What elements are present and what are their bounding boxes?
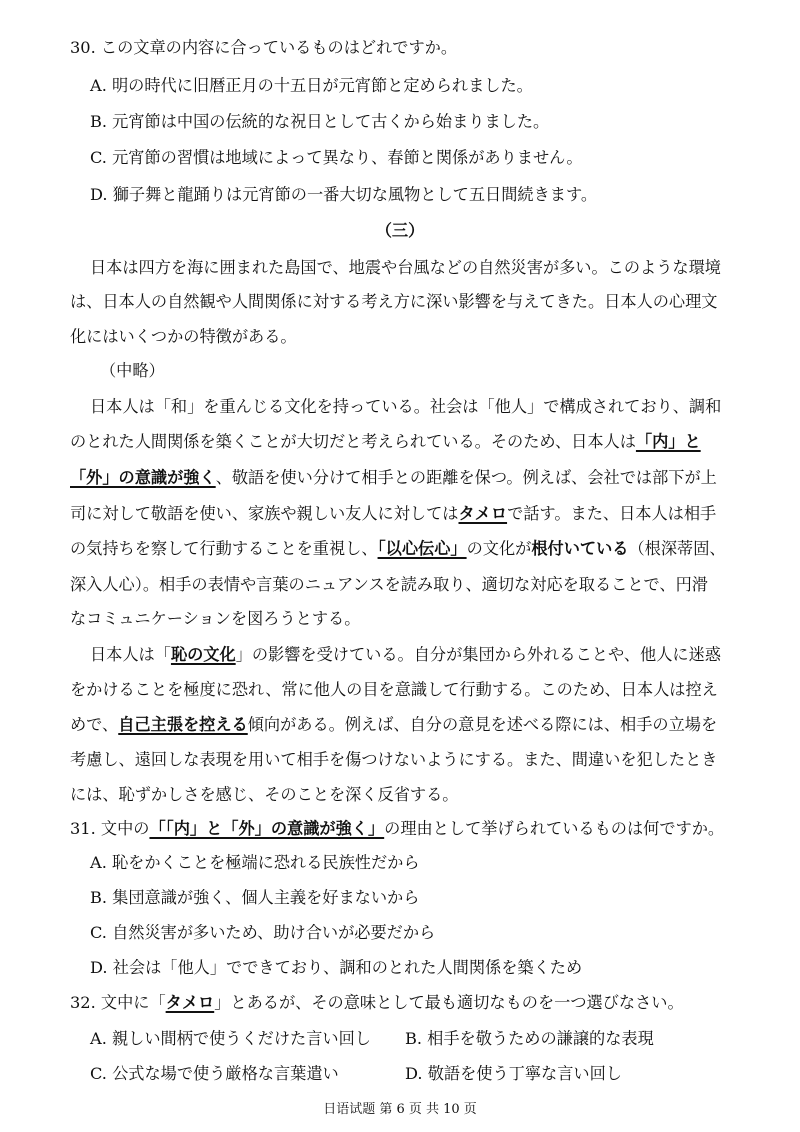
q32-option-c: C. 公式な場で使う厳格な言葉遣い bbox=[90, 1064, 339, 1083]
q32-option-a: A. 親しい間柄で使うくだけた言い回し bbox=[90, 1029, 371, 1048]
passage-p3-line1: 日本人は「恥の文化」の影響を受けている。自分が集団から外れることや、他人に迷惑 bbox=[90, 645, 721, 664]
passage-p1-line1: 日本は四方を海に囲まれた島国で、地震や台風などの自然災害が多い。このような環境 bbox=[90, 258, 721, 277]
q30-option-a: A. 明の時代に旧暦正月の十五日が元宵節と定められました。 bbox=[90, 76, 533, 95]
passage-p1-line2: は、日本人の自然観や人間関係に対する考え方に深い影響を与えてきた。日本人の心理文 bbox=[70, 292, 718, 311]
underlined-phrase: 「外」の意識が強く bbox=[70, 468, 216, 487]
q32-option-d: D. 敬語を使う丁寧な言い回し bbox=[405, 1064, 622, 1083]
q32-option-b: B. 相手を敬うための謙譲的な表現 bbox=[405, 1029, 654, 1048]
passage-p2-line5: の気持ちを察して行動することを重視し、「以心伝心」の文化が根付いている（根深蒂固、 bbox=[70, 539, 726, 558]
q31-option-a: A. 恥をかくことを極端に恐れる民族性だから bbox=[90, 853, 420, 872]
passage-p3-line5: には、恥ずかしさを感じ、そのことを深く反省する。 bbox=[70, 785, 459, 804]
bold-phrase: 根付いている bbox=[531, 539, 629, 558]
passage-p2-line4: 司に対して敬語を使い、家族や親しい友人に対してはタメロで話す。また、日本人は相手 bbox=[70, 504, 717, 523]
passage-p2-line6: 深入人心）。相手の表情や言葉のニュアンスを読み取り、適切な対応を取ることで、円滑 bbox=[70, 575, 708, 594]
q30-option-b: B. 元宵節は中国の伝統的な祝日として古くから始まりました。 bbox=[90, 112, 550, 131]
q32-stem: 32. 文中に「タメロ」とあるが、その意味として最も適切なものを一つ選びなさい。 bbox=[70, 993, 684, 1012]
passage-p1-line3: 化にはいくつかの特徴がある。 bbox=[70, 327, 297, 346]
passage-p2-line7: なコミュニケーションを図ろうとする。 bbox=[70, 609, 361, 628]
page-footer: 日语试题 第 6 页 共 10 页 bbox=[323, 1102, 477, 1117]
passage-p2-line1: 日本人は「和」を重んじる文化を持っている。社会は「他人」で構成されており、調和 bbox=[90, 397, 722, 416]
passage-p3-line3: めで、自己主張を控える傾向がある。例えば、自分の意見を述べる際には、相手の立場を bbox=[70, 715, 718, 734]
q31-option-b: B. 集団意識が強く、個人主義を好まないから bbox=[90, 888, 420, 907]
passage-p3-line2: をかけることを極度に恐れ、常に他人の目を意識して行動する。このため、日本人は控え bbox=[70, 680, 718, 699]
underlined-phrase: タメロ bbox=[458, 504, 508, 523]
underlined-phrase: 「「内」と「外」の意識が強く」 bbox=[149, 819, 385, 838]
underlined-phrase: 「内」と bbox=[635, 432, 701, 451]
q30-stem: 30. この文章の内容に合っているものはどれですか。 bbox=[70, 38, 458, 57]
underlined-phrase: タメロ bbox=[165, 993, 215, 1012]
passage-p3-line4: 考慮し、遠回しな表現を用いて相手を傷つけないようにする。また、間違いを犯したとき bbox=[70, 750, 718, 769]
q31-option-c: C. 自然災害が多いため、助け合いが必要だから bbox=[90, 923, 436, 942]
passage-omission: （中略） bbox=[100, 361, 165, 380]
q31-stem: 31. 文中の「「内」と「外」の意識が強く」の理由として挙げられているものは何ですか。 bbox=[70, 819, 725, 838]
q30-option-c: C. 元宵節の習慣は地域によって異なり、春節と関係がありません。 bbox=[90, 148, 583, 167]
underlined-phrase: 「以心伝心」 bbox=[377, 539, 467, 558]
passage-p2-line3: 「外」の意識が強く、敬語を使い分けて相手との距離を保つ。例えば、会社では部下が上 bbox=[70, 468, 717, 487]
q30-option-d: D. 獅子舞と龍踊りは元宵節の一番大切な風物として五日間続きます。 bbox=[90, 185, 598, 204]
section-heading: （三） bbox=[375, 221, 425, 240]
underlined-phrase: 恥の文化 bbox=[170, 645, 236, 664]
q31-option-d: D. 社会は「他人」でできており、調和のとれた人間関係を築くため bbox=[90, 958, 583, 977]
underlined-phrase: 自己主張を控える bbox=[118, 715, 248, 734]
passage-p2-line2: のとれた人間関係を築くことが大切だと考えられている。そのため、日本人は「内」と bbox=[70, 432, 701, 451]
